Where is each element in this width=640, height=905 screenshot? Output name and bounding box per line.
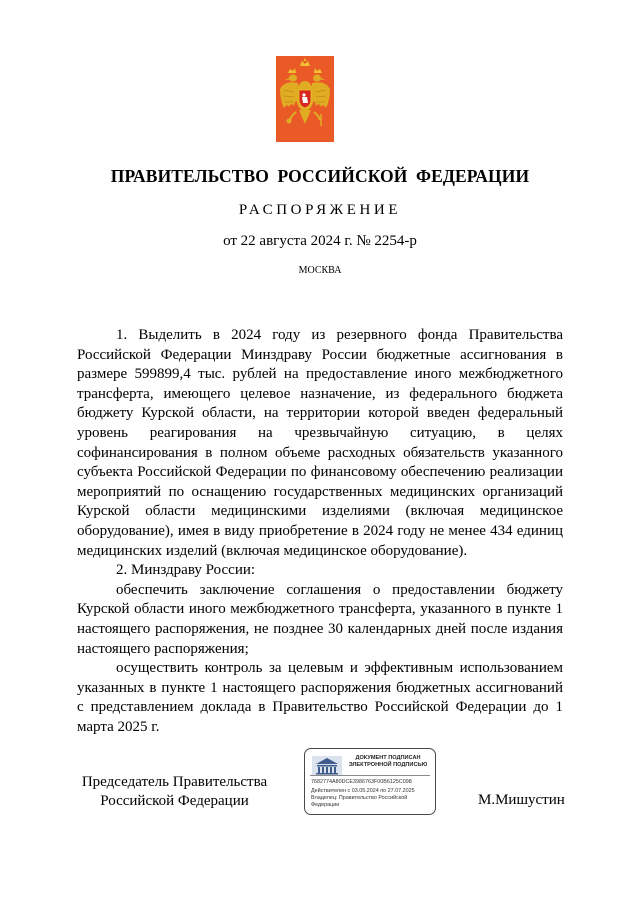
stamp-certificate: 7682774A80DCE3986763F00B6125C098	[311, 779, 412, 785]
document-body	[77, 326, 563, 737]
stamp-title-line2: ЭЛЕКТРОННОЙ ПОДПИСЬЮ	[348, 762, 428, 768]
stamp-owner-line1: Владелец: Правительство Российской	[311, 795, 408, 801]
stamp-validity: Действителен с 03.05.2024 по 27.07.2025	[311, 788, 415, 794]
stamp-title	[343, 755, 433, 769]
electronic-signature-stamp	[304, 748, 436, 815]
government-title: ПРАВИТЕЛЬСТВО РОССИЙСКОЙ ФЕДЕРАЦИИ	[110, 166, 530, 186]
stamp-title-line1: ДОКУМЕНТ ПОДПИСАН	[355, 755, 421, 761]
signatory-position-line1: Председатель Правительства	[81, 774, 268, 790]
stamp-owner-line2: Федерации	[311, 801, 340, 808]
document-type: РАСПОРЯЖЕНИЕ	[238, 202, 402, 218]
signatory-position	[77, 773, 272, 811]
paragraph-4: осуществить контроль за целевым и эффективным использованием указанных в пункте 1 настоящего распоряжения бюджетных ассигнований с представлением доклада в Правительство Российской Федерации до 1 марта 2025 г.	[77, 660, 563, 735]
signatory-name: М.Мишустин	[478, 792, 565, 808]
stamp-divider	[310, 775, 430, 776]
paragraph-1: 1. Выделить в 2024 году из резервного фонда Правительства Российской Федерации Минздраву России бюджетные ассигнования в размере 599899,4 тыс. рублей на предоставление иного межбюджетного трансферта, имеющего целевое назначение, из федерального бюджета бюджету Курской области, на территории которой введен федеральный уровень реагирования на чрезвычайную ситуацию, в целях софинансирования в полном объеме расходных обязательств указанного субъекта Российской Федерации по финансовому обеспечению реализации мероприятий по оснащению государственных медицинских организаций Курской области медицинскими изделиями (включая медицинское оборудование), имея в виду приобретение в 2024 году не менее 434 единиц медицинских изделий (включая медицинское оборудование).	[77, 327, 563, 559]
paragraph-2: 2. Минздраву России:	[116, 562, 256, 579]
government-building-icon	[312, 756, 342, 776]
document-date-number: от 22 августа 2024 г. № 2254-р	[223, 233, 417, 249]
paragraph-3: обеспечить заключение соглашения о предоставлении бюджету Курской области иного межбюджетного трансферта, указанного в пункте 1 настоящего распоряжения, не позднее 30 календарных дней после издания настоящего распоряжения;	[77, 581, 563, 657]
coat-of-arms-icon	[276, 56, 334, 142]
document-place: МОСКВА	[298, 265, 342, 276]
signatory-position-line2: Российской Федерации	[100, 793, 249, 809]
